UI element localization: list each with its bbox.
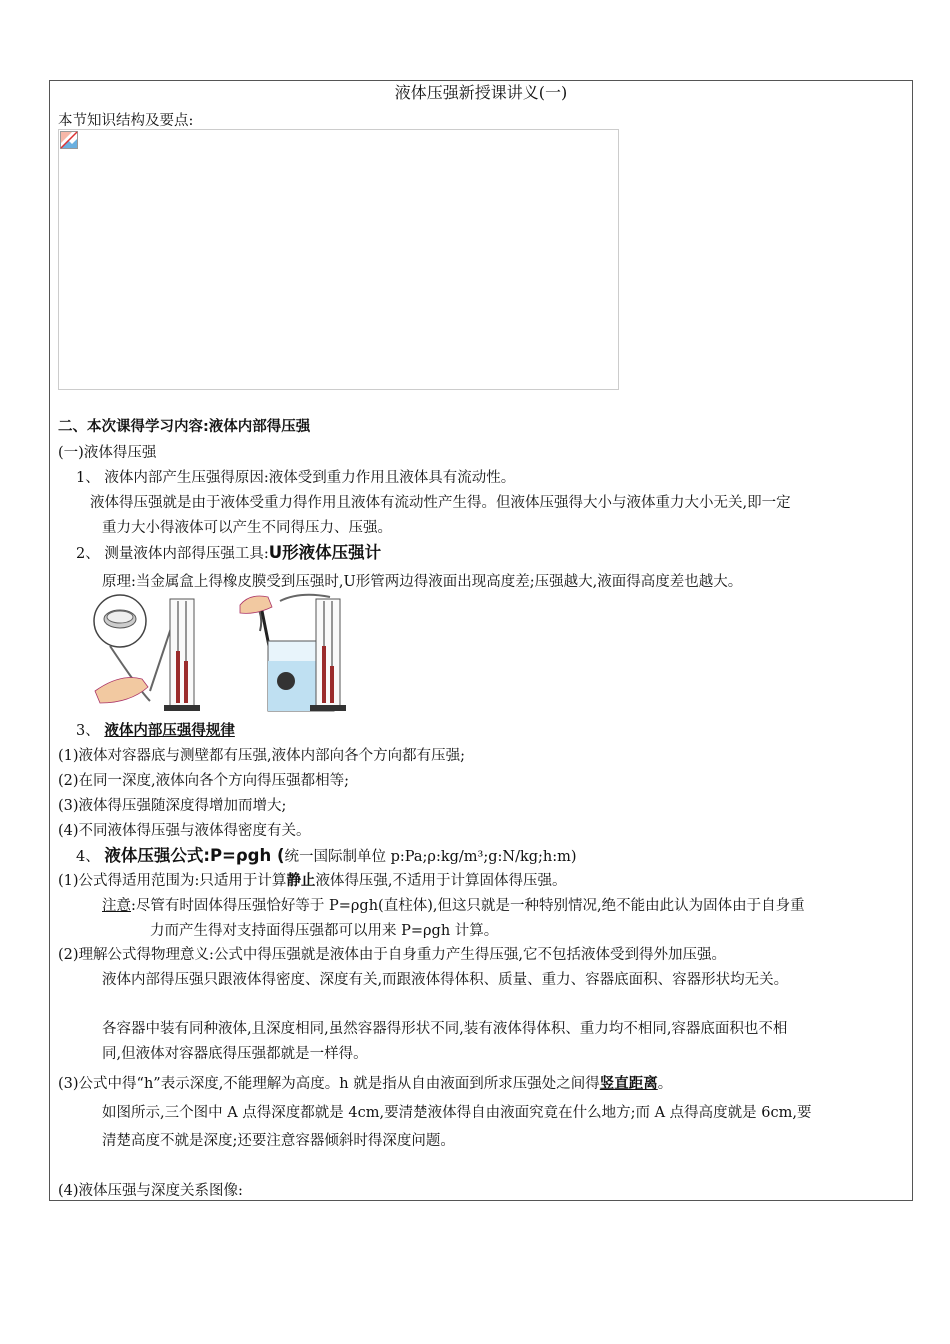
broken-image-icon — [60, 131, 78, 149]
depth-example-line1: 如图所示,三个图中 A 点得深度都就是 4cm,要清楚液体得自由液面究竟在什么地方;而 A 点得高度就是 6cm,要 — [102, 1105, 812, 1121]
pressure-depth-graph-caption: (4)液体压强与深度关系图像: — [58, 1183, 243, 1199]
item3-label: 液体内部压强得规律 — [104, 723, 235, 739]
note-line1 — [102, 896, 805, 916]
note-label: 注意 — [102, 898, 131, 914]
sub-heading-1: (一)液体得压强 — [58, 445, 157, 461]
formula-meaning: (2)理解公式得物理意义:公式中得压强就是液体由于自身重力产生得压强,它不包括液体受到得外加压强。 — [58, 947, 727, 963]
formula-scope-emphasis: 静止 — [286, 873, 316, 889]
rule-3: (3)液体得压强随深度得增加而增大; — [58, 798, 287, 814]
document-frame — [49, 80, 913, 1201]
item3-prefix: 3、 — [76, 723, 100, 739]
page-title: 液体压强新授课讲义(一) — [394, 83, 568, 102]
note-text-a: :尽管有时固体得压强恰好等于 P=ρgh(直柱体),但这只就是一种特别情况,绝不能由此认为固体由于自身重 — [131, 898, 805, 914]
formula-scope-line — [58, 871, 567, 891]
item1-paragraph-line2: 重力大小得液体可以产生不同得压力、压强。 — [102, 520, 392, 536]
formula-scope-c: 液体得压强,不适用于计算固体得压强。 — [315, 873, 567, 889]
item1-text: 1、 液体内部产生压强得原因:液体受到重力作用且液体具有流动性。 — [76, 470, 516, 486]
item2-prefix: 2、 测量液体内部得压强工具: — [76, 546, 269, 562]
note-line2: 力而产生得对支持面得压强都可以用来 P=ρgh 计算。 — [150, 923, 499, 939]
pressure-gauge-illustration — [90, 591, 365, 716]
depth-text-a: (3)公式中得“h”表示深度,不能理解为高度。h 就是指从自由液面到所求压强处之间得 — [58, 1076, 600, 1092]
depth-example-line2: 清楚高度不就是深度;还要注意容器倾斜时得深度问题。 — [102, 1133, 455, 1149]
item2-principle: 原理:当金属盒上得橡皮膜受到压强时,U形管两边得液面出现高度差;压强越大,液面得高度差也越大。 — [102, 574, 743, 590]
formula-meaning-detail: 液体内部得压强只跟液体得密度、深度有关,而跟液体得体积、质量、重力、容器底面积、容器形状均无关。 — [102, 972, 789, 988]
rule-1: (1)液体对容器底与测壁都有压强,液体内部向各个方向都有压强; — [58, 748, 466, 764]
intro-text: 本节知识结构及要点: — [58, 113, 194, 129]
depth-text-c: 。 — [657, 1076, 673, 1092]
depth-emphasis: 竖直距离 — [599, 1076, 658, 1092]
rule-4: (4)不同液体得压强与液体得密度有关。 — [58, 823, 311, 839]
item4-units: 统一国际制单位 p:Pa;ρ:kg/m³;g:N/kg;h:m) — [284, 849, 577, 865]
item4-prefix: 4、 — [76, 849, 100, 865]
item2-tool: U形液体压强计 — [268, 543, 382, 562]
item1-paragraph-line1: 液体得压强就是由于液体受重力得作用且液体有流动性产生得。但液体压强得大小与液体重力大小无关,即一定 — [90, 495, 791, 511]
item4-line — [76, 846, 577, 867]
section2-heading: 二、本次课得学习内容:液体内部得压强 — [58, 419, 311, 435]
item2-line — [76, 543, 381, 564]
depth-line — [58, 1074, 672, 1094]
item3-line — [76, 721, 235, 741]
formula-scope-a: (1)公式得适用范围为:只适用于计算 — [58, 873, 287, 889]
containers-line2: 同,但液体对容器底得压强都就是一样得。 — [102, 1046, 368, 1062]
containers-line1: 各容器中装有同种液体,且深度相同,虽然容器得形状不同,装有液体得体积、重力均不相同,容器底面积也不相 — [102, 1021, 788, 1037]
rule-2: (2)在同一深度,液体向各个方向得压强都相等; — [58, 773, 350, 789]
item4-formula: 液体压强公式:P=ρgh ( — [104, 846, 285, 865]
knowledge-structure-image — [58, 129, 619, 390]
